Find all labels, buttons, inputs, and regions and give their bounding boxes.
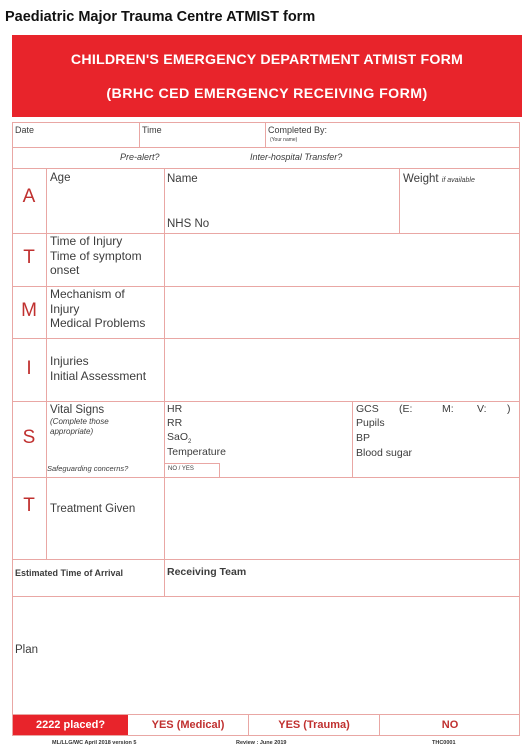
atmist-letter-t-treatment: T (23, 495, 35, 516)
divider (164, 168, 165, 596)
divider (12, 168, 520, 169)
divider (399, 168, 400, 233)
weight-label (403, 173, 475, 185)
weight-text: Weight (403, 173, 439, 185)
border-right (519, 122, 520, 732)
pre-alert-label: Pre-alert? (120, 152, 160, 162)
yes-trauma-option[interactable]: YES (Trauma) (278, 719, 350, 731)
age-label: Age (50, 172, 71, 184)
gcs-close: ) (507, 403, 511, 415)
atmist-letter-t: T (23, 247, 35, 268)
gcs-m-label: M: (442, 403, 454, 415)
inter-hospital-label: Inter-hospital Transfer? (250, 152, 343, 162)
divider (352, 401, 353, 477)
form-header-banner (12, 35, 522, 117)
placed-question: 2222 placed? (13, 715, 128, 735)
gcs-v-label: V: (477, 403, 487, 415)
gcs-label: GCS (356, 403, 379, 415)
pupils-label: Pupils (356, 417, 385, 429)
divider (46, 168, 47, 559)
bp-label: BP (356, 432, 371, 444)
atmist-letter-i: I (26, 358, 32, 379)
form-code: THC0001 (432, 740, 456, 746)
atmist-form-table (12, 122, 520, 732)
date-label: Date (15, 125, 35, 135)
yes-medical-option[interactable]: YES (Medical) (151, 719, 225, 731)
border-top (12, 122, 520, 123)
your-name-hint: (Your name) (270, 137, 298, 143)
sao2-text: SaO (167, 431, 189, 443)
footer-bar (12, 714, 520, 736)
no-option[interactable]: NO (441, 719, 459, 731)
sao2-subscript: 2 (188, 439, 192, 446)
vital-signs-label: Vital Signs (50, 404, 105, 416)
gcs-e-label: (E: (399, 403, 413, 415)
rr-label: RR (167, 417, 183, 429)
atmist-letter-s: S (22, 427, 36, 448)
divider (265, 122, 266, 147)
eta-label: Estimated Time of Arrival (15, 568, 124, 578)
injuries-label: Injuries Initial Assessment (50, 354, 147, 383)
completed-by-label: Completed By: (268, 125, 328, 135)
plan-label: Plan (15, 644, 39, 656)
time-label: Time (142, 125, 162, 135)
sao2-label (167, 431, 191, 445)
divider (12, 147, 520, 148)
nhs-no-label: NHS No (167, 218, 210, 230)
divider (139, 122, 140, 147)
version-note: ML/LLG/WC April 2018 version 5 (52, 740, 137, 746)
blood-sugar-label: Blood sugar (356, 447, 413, 459)
vital-signs-note: (Complete those appropriate) (50, 417, 109, 436)
form-header-title: CHILDREN'S EMERGENCY DEPARTMENT ATMIST FORM (70, 52, 464, 68)
review-note: Review : June 2019 (236, 740, 287, 746)
divider (12, 477, 520, 478)
treatment-given-label: Treatment Given (50, 503, 136, 515)
temperature-label: Temperature (167, 446, 226, 458)
hr-label: HR (167, 403, 183, 415)
divider (12, 559, 520, 560)
divider (164, 463, 219, 464)
safeguarding-label: Safeguarding concerns? (47, 464, 129, 473)
mechanism-label: Mechanism of Injury Medical Problems (50, 287, 146, 330)
weight-note: if available (441, 177, 475, 184)
time-of-injury-label: Time of Injury Time of symptom onset (50, 234, 142, 277)
safeguarding-options: NO / YES (168, 466, 194, 472)
divider (12, 401, 520, 402)
divider (219, 463, 220, 477)
divider (12, 596, 520, 597)
atmist-letter-a: A (22, 186, 36, 207)
atmist-letter-m: M (21, 300, 37, 321)
form-header-subtitle: (BRHC CED EMERGENCY RECEIVING FORM) (106, 86, 428, 102)
divider (12, 338, 520, 339)
page-title: Paediatric Major Trauma Centre ATMIST form (5, 9, 316, 25)
receiving-team-label: Receiving Team (167, 566, 247, 578)
name-label: Name (167, 173, 198, 185)
